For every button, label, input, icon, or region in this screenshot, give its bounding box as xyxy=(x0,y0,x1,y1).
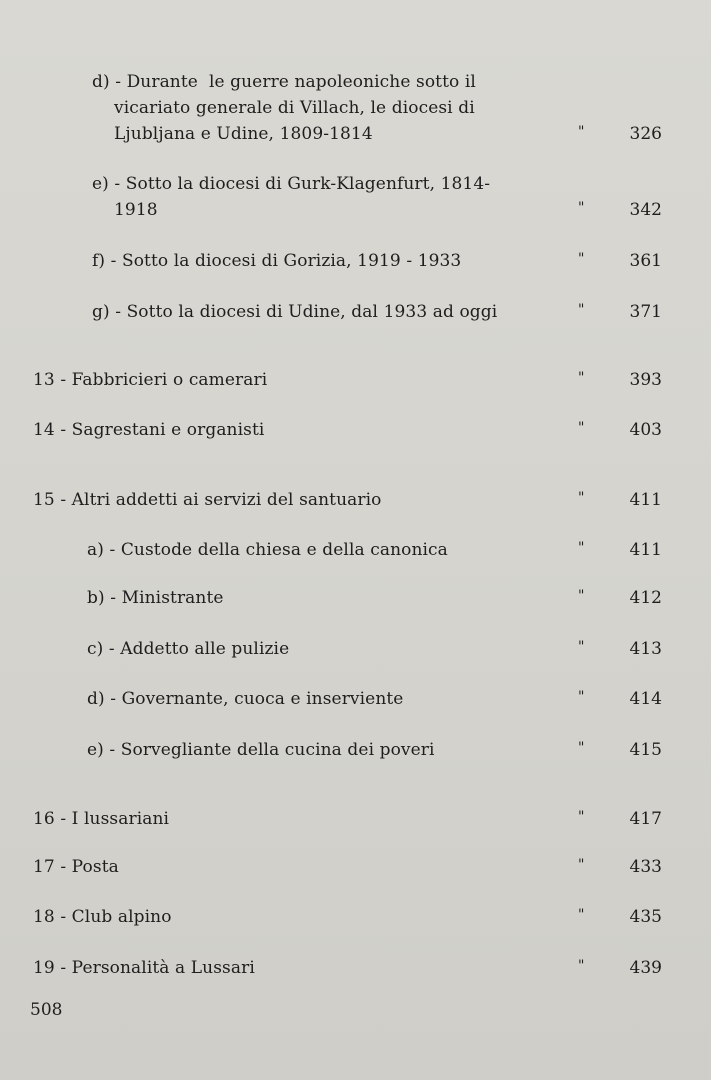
ditto-mark: " xyxy=(578,370,585,386)
ditto-mark: " xyxy=(578,639,585,655)
ditto-mark: " xyxy=(578,588,585,604)
ditto-mark: " xyxy=(578,740,585,756)
ditto-mark: " xyxy=(578,857,585,873)
toc-page-number: 326 xyxy=(629,124,662,144)
toc-entry xyxy=(92,69,476,147)
toc-page-number: 435 xyxy=(629,907,662,927)
ditto-mark: " xyxy=(578,689,585,705)
toc-entry xyxy=(33,806,169,832)
toc-entry-title: 16 - I lussariani xyxy=(33,809,170,829)
toc-entry xyxy=(92,171,490,223)
toc-page-number: 403 xyxy=(629,420,662,440)
ditto-mark: " xyxy=(578,251,585,267)
toc-page-number: 414 xyxy=(629,689,662,709)
toc-entry xyxy=(87,585,224,611)
toc-entry-title: g) - Sotto la diocesi di Udine, dal 1933 ad oggi xyxy=(92,302,498,322)
toc-entry-title: d) - Governante, cuoca e inserviente xyxy=(87,689,404,709)
page-number: 508 xyxy=(30,1000,63,1020)
toc-page-number: 412 xyxy=(629,588,662,608)
toc-entry xyxy=(92,299,497,325)
toc-page-number: 393 xyxy=(629,370,662,390)
toc-page-number: 411 xyxy=(629,490,662,510)
toc-page-number: 433 xyxy=(629,857,662,877)
toc-page-number: 413 xyxy=(629,639,662,659)
toc-entry xyxy=(87,537,448,563)
toc-entry-title: e) - Sorvegliante della cucina dei poveri xyxy=(87,740,435,760)
toc-page-number: 415 xyxy=(629,740,662,760)
toc-entry-title: 13 - Fabbricieri o camerari xyxy=(33,370,268,390)
ditto-mark: " xyxy=(578,124,585,140)
ditto-mark: " xyxy=(578,540,585,556)
toc-entry-title: 19 - Personalità a Lussari xyxy=(33,958,255,978)
toc-entry xyxy=(33,955,255,981)
toc-entry-title: c) - Addetto alle pulizie xyxy=(87,639,290,659)
ditto-mark: " xyxy=(578,302,585,318)
toc-entry-title: Ljubljana e Udine, 1809-1814 xyxy=(92,124,373,144)
toc-entry-title: 17 - Posta xyxy=(33,857,119,877)
toc-entry xyxy=(33,367,267,393)
toc-entry xyxy=(87,737,435,763)
ditto-mark: " xyxy=(578,200,585,216)
ditto-mark: " xyxy=(578,809,585,825)
toc-page-number: 371 xyxy=(629,302,662,322)
toc-entry xyxy=(87,686,403,712)
toc-page-number: 411 xyxy=(629,540,662,560)
toc-page-number: 439 xyxy=(629,958,662,978)
toc-entry-title: 14 - Sagrestani e organisti xyxy=(33,420,265,440)
ditto-mark: " xyxy=(578,958,585,974)
ditto-mark: " xyxy=(578,490,585,506)
toc-entry-title: a) - Custode della chiesa e della canonica xyxy=(87,540,448,560)
toc-entry xyxy=(33,417,264,443)
ditto-mark: " xyxy=(578,420,585,436)
toc-entry xyxy=(87,636,289,662)
toc-entry-title: 18 - Club alpino xyxy=(33,907,172,927)
toc-entry-title: 1918 xyxy=(92,200,158,220)
toc-page-number: 361 xyxy=(629,251,662,271)
toc-entry-title: f) - Sotto la diocesi di Gorizia, 1919 - 1933 xyxy=(92,251,462,271)
toc-entry-title: e) - Sotto la diocesi di Gurk-Klagenfurt, 1814- xyxy=(92,174,491,194)
toc-entry-title: d) - Durante le guerre napoleoniche sotto il xyxy=(92,72,476,92)
toc-entry xyxy=(92,248,461,274)
toc-entry-title: vicariato generale di Villach, le diocesi di xyxy=(92,98,475,118)
toc-entry-title: b) - Ministrante xyxy=(87,588,224,608)
toc-entry xyxy=(33,904,172,930)
toc-page-number: 417 xyxy=(629,809,662,829)
toc-page-number: 342 xyxy=(629,200,662,220)
toc-entry xyxy=(33,487,382,513)
toc-entry xyxy=(33,854,119,880)
toc-entry-title: 15 - Altri addetti ai servizi del santuario xyxy=(33,490,382,510)
ditto-mark: " xyxy=(578,907,585,923)
